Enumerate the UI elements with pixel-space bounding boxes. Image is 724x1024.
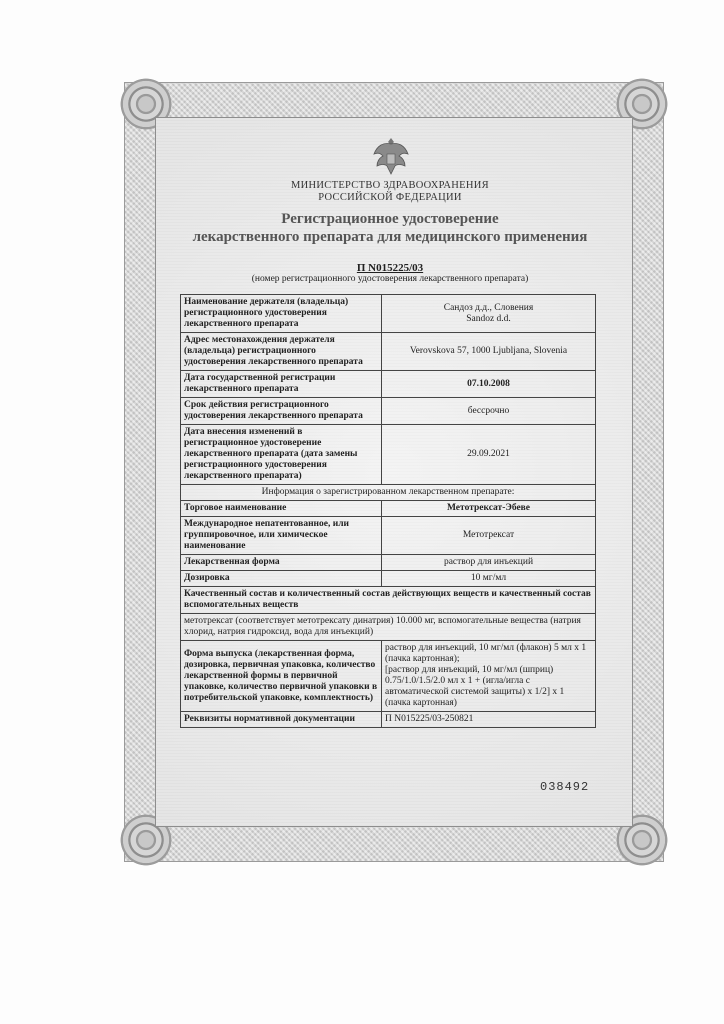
row-value: Метотрексат: [382, 517, 596, 555]
table-row: [181, 371, 596, 398]
value-line: [раствор для инъекций, 10 мг/мл (шприц) 0.75/1.0/1.5/2.0 мл х 1 + (игла/игла с автоматической системой защиты) х 1/2] х 1 (пачка картонная): [385, 665, 565, 708]
ministry-name: [240, 180, 540, 204]
table-row: [181, 398, 596, 425]
row-label: Международное непатентованное, или группировочное, или химическое наименование: [181, 517, 382, 555]
composition-row: [181, 614, 596, 641]
table-row: [181, 712, 596, 728]
ministry-line: МИНИСТЕРСТВО ЗДРАВООХРАНЕНИЯ: [291, 180, 489, 191]
row-label: Дата государственной регистрации лекарственного препарата: [181, 371, 382, 398]
table-row: [181, 425, 596, 485]
value-line: Sandoz d.d.: [466, 313, 511, 324]
title-line: Регистрационное удостоверение: [281, 211, 499, 227]
title-line: лекарственного препарата для медицинского применения: [192, 229, 588, 245]
table-row: [181, 641, 596, 712]
info-heading: Информация о зарегистрированном лекарственном препарате:: [181, 485, 596, 501]
row-value: [382, 641, 596, 712]
row-label: Реквизиты нормативной документации: [181, 712, 382, 728]
composition-heading: Качественный состав и количественный состав действующих веществ и качественный состав вспомогательных веществ: [181, 587, 596, 614]
value-line: раствор для инъекций, 10 мг/мл (флакон) 5 мл х 1 (пачка картонная);: [385, 643, 587, 664]
serial-number: 038492: [540, 780, 590, 794]
row-label: Срок действия регистрационного удостоверения лекарственного препарата: [181, 398, 382, 425]
row-value: П N015225/03-250821: [382, 712, 596, 728]
info-heading-row: [181, 485, 596, 501]
row-label: Торговое наименование: [181, 501, 382, 517]
row-label: Адрес местонахождения держателя (владельца) регистрационного удостоверения лекарственного препарата: [181, 333, 382, 371]
ministry-line: РОССИЙСКОЙ ФЕДЕРАЦИИ: [318, 192, 462, 203]
row-label: Наименование держателя (владельца) регистрационного удостоверения лекарственного препарата: [181, 295, 382, 333]
certificate-table: [180, 294, 596, 728]
row-value: 10 мг/мл: [382, 571, 596, 587]
row-label: Дозировка: [181, 571, 382, 587]
table-row: [181, 517, 596, 555]
table-row: [181, 295, 596, 333]
registration-number: П N015225/03: [356, 262, 424, 274]
row-label: Форма выпуска (лекарственная форма, дозировка, первичная упаковка, количество лекарственной формы в первичной упаковке, количество первичной упаковки в потребительской упаковке, комплектность): [181, 641, 382, 712]
table-row: [181, 501, 596, 517]
composition-heading-row: [181, 587, 596, 614]
row-label: Дата внесения изменений в регистрационное удостоверение лекарственного препарата (дата замены регистрационного удостоверения лекарственного препарата): [181, 425, 382, 485]
registration-number-note: (номер регистрационного удостоверения лекарственного препарата): [251, 274, 529, 284]
table-row: [181, 571, 596, 587]
double-headed-eagle-icon: [368, 132, 414, 182]
table-row: [181, 333, 596, 371]
row-value: Метотрексат-Эбеве: [382, 501, 596, 517]
row-value: бессрочно: [382, 398, 596, 425]
row-value: 29.09.2021: [382, 425, 596, 485]
document-title: [170, 210, 610, 246]
row-value: раствор для инъекций: [382, 555, 596, 571]
row-value: 07.10.2008: [382, 371, 596, 398]
value-line: Сандоз д.д., Словения: [443, 302, 534, 313]
table-row: [181, 555, 596, 571]
row-label: Лекарственная форма: [181, 555, 382, 571]
row-value: Verovskova 57, 1000 Ljubljana, Slovenia: [382, 333, 596, 371]
composition-text: метотрексат (соответствует метотрексату динатрия) 10.000 мг, вспомогательные вещества (натрия хлорид, натрия гидроксид, вода для инъекций): [181, 614, 596, 641]
row-value: [382, 295, 596, 333]
